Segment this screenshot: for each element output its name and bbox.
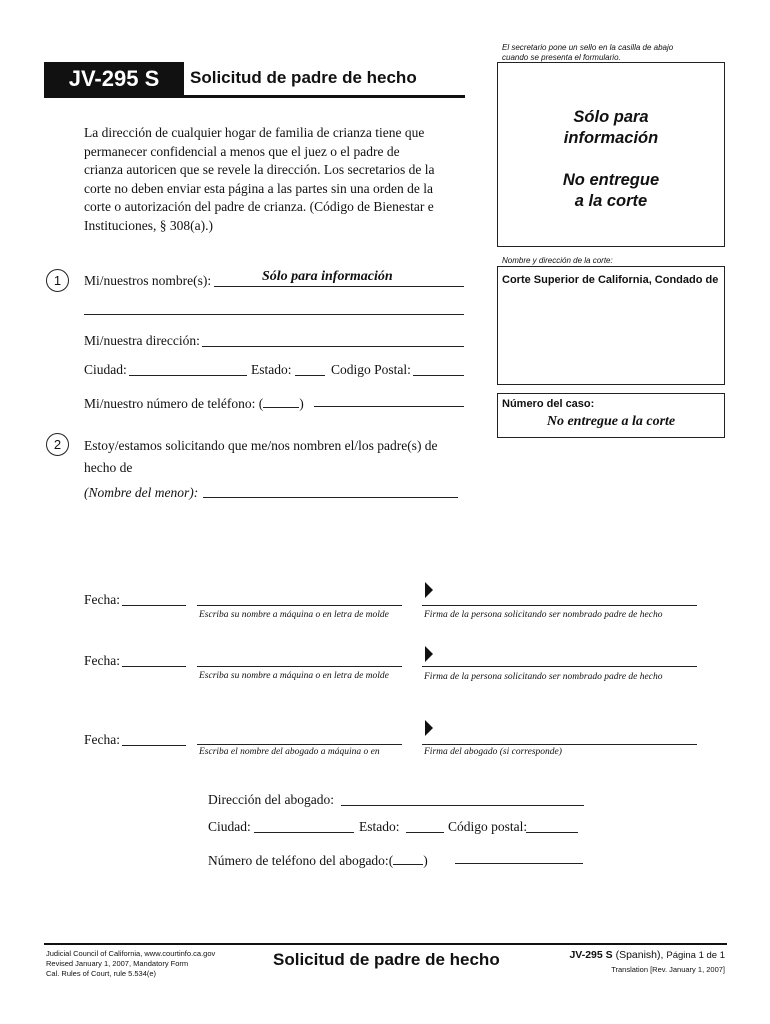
footer-form-number: JV-295 S	[569, 949, 613, 961]
phone-paren-close: )	[299, 396, 304, 411]
attorney-phone-paren-close: )	[423, 853, 428, 868]
attorney-zip-field[interactable]	[526, 832, 578, 833]
attorney-phone-label-text: Número de teléfono del abogado:	[208, 853, 389, 868]
notice-line: Instituciones, § 308(a).)	[84, 217, 213, 233]
court-box[interactable]	[497, 266, 725, 385]
date-label: Fecha:	[84, 653, 120, 668]
footer-left-line2: Revised January 1, 2007, Mandatory Form	[46, 959, 189, 968]
name-field-line2[interactable]	[84, 314, 464, 315]
child-name-label: (Nombre del menor):	[84, 485, 199, 500]
case-number-label: Número del caso:	[502, 398, 595, 410]
footer-page: Página 1 de 1	[666, 950, 725, 961]
signature-caption: Firma de la persona solicitando ser nombrado padre de hecho	[424, 610, 663, 620]
item-2-marker: 2	[46, 433, 69, 456]
footer-language: (Spanish),	[615, 949, 664, 961]
footer-left-line3: Cal. Rules of Court, rule 5.534(e)	[46, 969, 157, 978]
signature-arrow-icon	[425, 582, 433, 598]
attorney-state-label: Estado:	[359, 819, 400, 834]
attorney-city-field[interactable]	[254, 832, 354, 833]
attorney-phone-paren-open: (	[388, 853, 394, 868]
stamp-line4: a la corte	[574, 192, 648, 210]
item-2-line2: hecho de	[84, 460, 133, 475]
footer-left	[46, 949, 215, 979]
footer-rule	[44, 943, 727, 945]
item-2-text	[84, 435, 438, 479]
date-field[interactable]	[122, 666, 186, 667]
clerk-note-line2: cuando se presenta el formulario.	[502, 53, 621, 62]
signature-field[interactable]	[422, 605, 697, 606]
page-title: Solicitud de padre de hecho	[190, 68, 417, 87]
address-label: Mi/nuestra dirección:	[84, 333, 200, 348]
attorney-address-field[interactable]	[341, 805, 584, 806]
notice-line: crianza autoricen que se revele la dirección. Los secretarios de la	[84, 162, 435, 178]
phone-field[interactable]	[314, 406, 464, 407]
name-value: Sólo para información	[262, 269, 393, 284]
printed-name-caption: Escriba su nombre a máquina o en letra de molde	[199, 671, 389, 681]
date-label: Fecha:	[84, 732, 120, 747]
attorney-state-field[interactable]	[406, 832, 444, 833]
stamp-line3: No entregue	[562, 171, 660, 189]
court-caption: Nombre y dirección de la corte:	[502, 256, 613, 265]
zip-label: Codigo Postal:	[331, 362, 411, 377]
child-name-field[interactable]	[203, 497, 458, 498]
signature-arrow-icon	[425, 646, 433, 662]
notice-line: corte o autorización del padre de crianza. (Código de Bienestar e	[84, 199, 434, 215]
attorney-signature-field[interactable]	[422, 744, 697, 745]
item-2-line1: Estoy/estamos solicitando que me/nos nombren el/los padre(s) de	[84, 438, 438, 453]
name-field[interactable]	[214, 286, 464, 287]
date-field[interactable]	[122, 745, 186, 746]
case-number-value: No entregue a la corte	[546, 414, 676, 429]
header-rule	[44, 95, 465, 98]
footer-translation: Translation [Rev. January 1, 2007]	[611, 965, 725, 974]
footer-right	[510, 948, 725, 977]
city-field[interactable]	[129, 375, 247, 376]
attorney-area-code-field[interactable]	[393, 850, 423, 865]
notice-line: corte no deben enviar esta página a las partes sin una orden de la	[84, 180, 433, 196]
state-field[interactable]	[295, 375, 325, 376]
item-1-marker: 1	[46, 269, 69, 292]
printed-name-field[interactable]	[197, 666, 402, 667]
date-label: Fecha:	[84, 592, 120, 607]
stamp-line1: Sólo para	[573, 108, 649, 126]
attorney-address-label: Dirección del abogado:	[208, 792, 334, 807]
attorney-city-label: Ciudad:	[208, 819, 251, 834]
notice-line: La dirección de cualquier hogar de familia de crianza tiene que	[84, 125, 425, 140]
clerk-note-line1: El secretario pone un sello en la casilla de abajo	[502, 43, 674, 52]
address-field[interactable]	[202, 346, 464, 347]
stamp-line2: información	[563, 129, 659, 147]
clerk-stamp-box	[497, 62, 725, 247]
notice-line: permanecer confidencial a menos que el juez o el padre de	[84, 143, 400, 159]
attorney-phone-label	[208, 850, 428, 869]
footer-left-line1: Judicial Council of California, www.courtinfo.ca.gov	[46, 949, 216, 958]
form-number-badge	[44, 62, 184, 95]
date-field[interactable]	[122, 605, 186, 606]
attorney-zip-label: Código postal:	[448, 819, 528, 834]
state-label: Estado:	[251, 362, 292, 377]
phone-paren-open: (	[258, 396, 264, 411]
attorney-name-caption: Escriba el nombre del abogado a máquina o en	[199, 747, 380, 757]
court-name: Corte Superior de California, Condado de	[502, 274, 719, 286]
attorney-printed-name-field[interactable]	[197, 744, 402, 745]
signature-field[interactable]	[422, 666, 697, 667]
phone-label	[84, 393, 304, 412]
attorney-phone-field[interactable]	[455, 863, 583, 864]
printed-name-field[interactable]	[197, 605, 402, 606]
printed-name-caption: Escriba su nombre a máquina o en letra de molde	[199, 610, 389, 620]
clerk-note	[502, 43, 673, 63]
name-label: Mi/nuestros nombre(s):	[84, 273, 212, 288]
city-label: Ciudad:	[84, 362, 127, 377]
signature-arrow-icon	[425, 720, 433, 736]
attorney-signature-caption: Firma del abogado (si corresponde)	[424, 747, 562, 757]
footer-title: Solicitud de padre de hecho	[273, 950, 500, 969]
confidential-notice	[84, 124, 484, 236]
area-code-field[interactable]	[263, 393, 299, 408]
case-number-box[interactable]	[497, 393, 725, 438]
signature-caption: Firma de la persona solicitando ser nombrado padre de hecho	[424, 672, 663, 682]
phone-label-text: Mi/nuestro número de teléfono:	[84, 396, 256, 411]
zip-field[interactable]	[413, 375, 464, 376]
form-number: JV-295 S	[68, 66, 160, 91]
